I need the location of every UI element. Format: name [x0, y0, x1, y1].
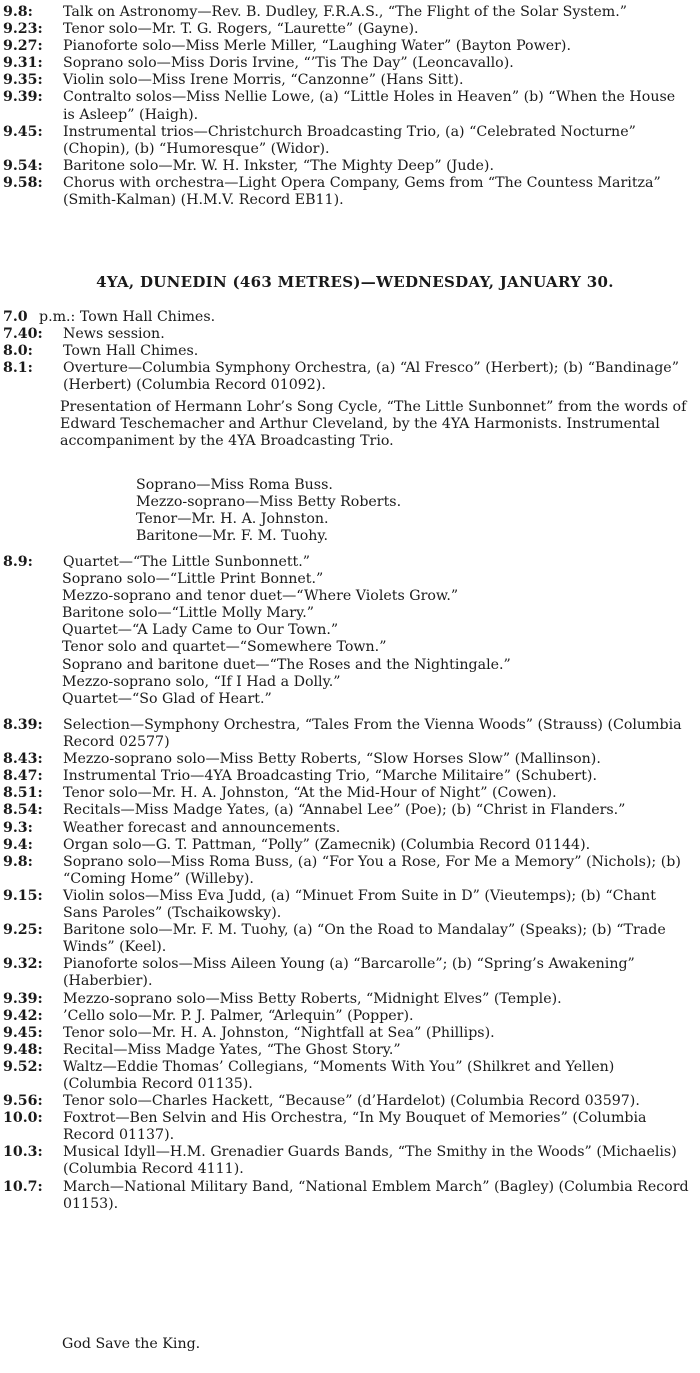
- programme-item: [0, 175, 700, 209]
- cast-member: Tenor—Mr. H. A. Johnston.: [136, 511, 329, 528]
- item-text: Baritone solo—Mr. F. M. Tuohy, (a) “On the Road to Mandalay” (Speaks); (b) “Trade Winds” (Keel).: [63, 922, 666, 956]
- programme-item: [0, 956, 700, 990]
- cycle-song: Quartet—“So Glad of Heart.”: [62, 690, 272, 707]
- item-time: 10.0:: [3, 1110, 43, 1127]
- item-text: p.m.: Town Hall Chimes.: [39, 309, 216, 325]
- programme-item: [0, 360, 700, 394]
- item-text: Contralto solos—Miss Nellie Lowe, (a) “Little Holes in Heaven” (b) “When the House is Asleep” (Haigh).: [63, 89, 676, 123]
- evening-programme-intro: [0, 309, 700, 394]
- programme-item: [0, 21, 700, 38]
- programme-item: [0, 837, 700, 854]
- item-text: News session.: [63, 326, 165, 343]
- item-time: 9.52:: [3, 1058, 43, 1075]
- item-text: Chorus with orchestra—Light Opera Company, Gems from “The Countess Maritza” (Smith-Kalman) (H.M.V. Record EB11).: [63, 174, 661, 209]
- programme-item: [0, 854, 700, 888]
- item-text: Pianoforte solo—Miss Merle Miller, “Laughing Water” (Bayton Power).: [63, 38, 571, 55]
- station-heading-text: 4YA, DUNEDIN (463 METRES)—WEDNESDAY, JANUARY 30.: [96, 273, 614, 291]
- programme-item: [0, 309, 700, 326]
- item-time: 8.0:: [3, 343, 33, 360]
- item-time: 9.39:: [3, 990, 43, 1007]
- item-time: 9.42:: [3, 1007, 43, 1024]
- programme-item: [0, 4, 700, 21]
- item-text: Town Hall Chimes.: [63, 343, 199, 360]
- programme-item: [0, 1093, 700, 1110]
- item-time: 9.8:: [3, 4, 33, 20]
- item-text: Quartet—“The Little Sunbonnett.”: [63, 554, 311, 570]
- presentation-text: Presentation of Hermann Lohr’s Song Cycle, “The Little Sunbonnet” from the words of Edward Teschemacher and Arthur Cleveland, by the 4YA Harmonists. Instrumental accompaniment by the 4YA Broadcasting Trio.: [60, 399, 687, 450]
- item-time: 9.48:: [3, 1041, 43, 1058]
- item-text: Musical Idyll—H.M. Grenadier Guards Bands, “The Smithy in the Woods” (Michaelis) (Columbia Record 4111).: [63, 1144, 677, 1178]
- cast-member: Soprano—Miss Roma Buss.: [136, 477, 333, 493]
- item-time: 9.45:: [3, 1024, 43, 1041]
- cycle-song: Quartet—“A Lady Came to Our Town.”: [62, 622, 339, 639]
- item-time: 9.23:: [3, 21, 43, 38]
- song-cycle-list: [0, 554, 700, 708]
- item-time: 8.39:: [3, 717, 43, 733]
- item-time: 9.15:: [3, 887, 43, 904]
- item-text: March—National Military Band, “National Emblem March” (Bagley) (Columbia Record 01153).: [63, 1178, 689, 1212]
- item-text: Mezzo-soprano solo—Miss Betty Roberts, “Midnight Elves” (Temple).: [63, 990, 562, 1007]
- item-text: ’Cello solo—Mr. P. J. Palmer, “Arlequin” (Popper).: [63, 1007, 414, 1024]
- programme-item: [0, 991, 700, 1008]
- item-text: Tenor solo—Mr. T. G. Rogers, “Laurette” (Gayne).: [63, 21, 419, 38]
- item-time: 9.4:: [3, 836, 33, 853]
- item-time: 8.51:: [3, 785, 43, 802]
- item-text: Foxtrot—Ben Selvin and His Orchestra, “In My Bouquet of Memories” (Columbia Record 01137).: [63, 1110, 647, 1144]
- programme-item: [0, 1042, 700, 1059]
- item-text: Selection—Symphony Orchestra, “Tales From the Vienna Woods” (Strauss) (Columbia Record 02577): [63, 717, 682, 751]
- item-text: Organ solo—G. T. Pattman, “Polly” (Zamecnik) (Columbia Record 01144).: [63, 836, 591, 853]
- programme-item: [0, 888, 700, 922]
- programme-item: [0, 554, 700, 571]
- item-time: 9.3:: [3, 819, 33, 836]
- item-time: 9.27:: [3, 38, 43, 55]
- item-text: Instrumental trios—Christchurch Broadcasting Trio, (a) “Celebrated Nocturne” (Chopin), (b) “Humoresque” (Widor).: [63, 123, 636, 157]
- cycle-song: Mezzo-soprano solo, “If I Had a Dolly.”: [62, 673, 341, 690]
- programme-item: [0, 55, 700, 72]
- item-time: 9.32:: [3, 956, 43, 973]
- item-text: Instrumental Trio—4YA Broadcasting Trio, “Marche Militaire” (Schubert).: [63, 768, 597, 785]
- cycle-song: Baritone solo—“Little Molly Mary.”: [62, 605, 314, 622]
- item-time: 8.47:: [3, 768, 43, 785]
- top-programme-list: [0, 4, 700, 209]
- cast-member: Mezzo-soprano—Miss Betty Roberts.: [136, 494, 402, 511]
- evening-programme-list: [0, 717, 700, 1213]
- cycle-song: Soprano and baritone duet—“The Roses and the Nightingale.”: [62, 656, 511, 673]
- item-time: 7.40:: [3, 326, 43, 343]
- station-heading: [0, 274, 700, 291]
- item-time: 8.43:: [3, 751, 43, 768]
- programme-item: [0, 717, 700, 751]
- song-cycle-presentation: [0, 399, 700, 450]
- programme-item: [0, 72, 700, 89]
- item-text: Soprano solo—Miss Doris Irvine, “’Tis The Day” (Leoncavallo).: [63, 55, 514, 72]
- item-text: Pianoforte solos—Miss Aileen Young (a) “Barcarolle”; (b) “Spring’s Awakening” (Haberbier).: [63, 956, 635, 990]
- programme-item: [0, 326, 700, 343]
- item-text: Overture—Columbia Symphony Orchestra, (a) “Al Fresco” (Herbert); (b) “Bandinage” (Herbert) (Columbia Record 01092).: [63, 360, 679, 394]
- cycle-song: Mezzo-soprano and tenor duet—“Where Violets Grow.”: [62, 588, 459, 605]
- item-text: Mezzo-soprano solo—Miss Betty Roberts, “Slow Horses Slow” (Mallinson).: [63, 751, 601, 768]
- item-time: 7.0: [3, 309, 28, 325]
- programme-item: [0, 124, 700, 158]
- item-text: Tenor solo—Mr. H. A. Johnston, “Nightfall at Sea” (Phillips).: [63, 1024, 495, 1041]
- item-time: 9.39:: [3, 89, 43, 106]
- item-text: Violin solos—Miss Eva Judd, (a) “Minuet From Suite in D” (Vieutemps); (b) “Chant Sans Paroles” (Tschaikowsky).: [63, 887, 656, 922]
- item-text: Violin solo—Miss Irene Morris, “Canzonne” (Hans Sitt).: [63, 72, 464, 89]
- item-time: 8.1:: [3, 360, 33, 377]
- item-time: 8.54:: [3, 802, 43, 819]
- closing-line: [0, 1336, 700, 1353]
- programme-item: [0, 802, 700, 819]
- programme-item: [0, 1144, 700, 1178]
- closing-text: God Save the King.: [62, 1336, 201, 1352]
- programme-item: [0, 158, 700, 175]
- item-time: 9.54:: [3, 157, 43, 174]
- programme-item: [0, 1059, 700, 1093]
- item-time: 9.58:: [3, 174, 43, 191]
- item-time: 10.3:: [3, 1144, 43, 1161]
- programme-item: [0, 820, 700, 837]
- programme-item: [0, 343, 700, 360]
- programme-item: [0, 38, 700, 55]
- programme-item: [0, 922, 700, 956]
- item-text: Tenor solo—Mr. H. A. Johnston, “At the Mid-Hour of Night” (Cowen).: [63, 785, 557, 802]
- item-time: 9.31:: [3, 55, 43, 72]
- programme-item: [0, 785, 700, 802]
- item-time: 9.8:: [3, 853, 33, 870]
- programme-item: [0, 1179, 700, 1213]
- programme-item: [0, 768, 700, 785]
- item-text: Weather forecast and announcements.: [63, 819, 341, 836]
- cycle-song: Soprano solo—“Little Print Bonnet.”: [62, 571, 324, 588]
- item-time: 9.56:: [3, 1093, 43, 1110]
- programme-item: [0, 1025, 700, 1042]
- cast-member: Baritone—Mr. F. M. Tuohy.: [136, 528, 329, 545]
- item-text: Baritone solo—Mr. W. H. Inkster, “The Mighty Deep” (Jude).: [63, 157, 494, 174]
- item-text: Recital—Miss Madge Yates, “The Ghost Story.”: [63, 1041, 401, 1058]
- item-time: 9.25:: [3, 922, 43, 939]
- programme-item: [0, 1008, 700, 1025]
- programme-item: [0, 1110, 700, 1144]
- harmonists-cast: [0, 477, 700, 545]
- item-text: Waltz—Eddie Thomas’ Collegians, “Moments With You” (Shilkret and Yellen) (Columbia Record 01135).: [63, 1058, 615, 1092]
- item-text: Recitals—Miss Madge Yates, (a) “Annabel Lee” (Poe); (b) “Christ in Flanders.”: [63, 802, 626, 819]
- programme-item: [0, 89, 700, 123]
- item-time: 9.45:: [3, 123, 43, 140]
- cycle-song: Tenor solo and quartet—“Somewhere Town.”: [62, 639, 387, 656]
- item-time: 10.7:: [3, 1178, 43, 1195]
- item-time: 8.9:: [3, 554, 33, 570]
- item-text: Soprano solo—Miss Roma Buss, (a) “For You a Rose, For Me a Memory” (Nichols); (b) “Coming Home” (Willeby).: [63, 853, 681, 887]
- programme-item: [0, 751, 700, 768]
- item-text: Tenor solo—Charles Hackett, “Because” (d’Hardelot) (Columbia Record 03597).: [63, 1093, 640, 1110]
- item-time: 9.35:: [3, 72, 43, 89]
- item-text: Talk on Astronomy—Rev. B. Dudley, F.R.A.S., “The Flight of the Solar System.”: [63, 4, 627, 20]
